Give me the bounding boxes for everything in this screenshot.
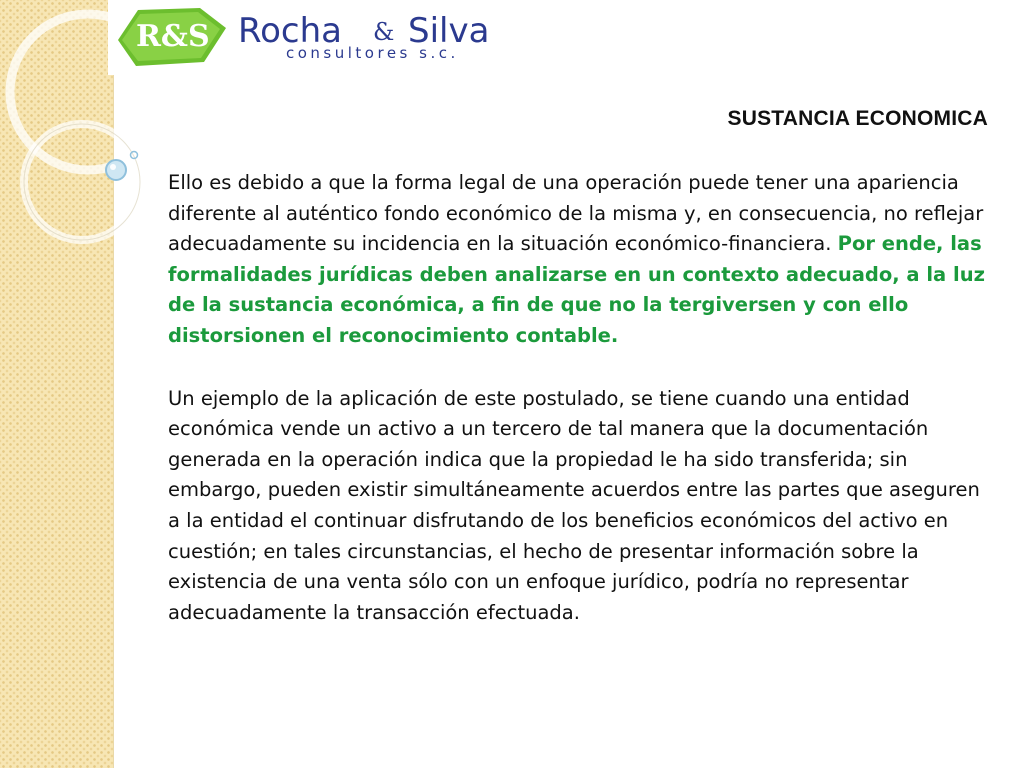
logo-company-name-2: Silva: [408, 11, 490, 51]
logo-badge-text: R&S: [136, 19, 210, 54]
slide-body: [168, 168, 993, 628]
paragraph-2: Un ejemplo de la aplicación de este postulado, se tiene cuando una entidad económica vende un activo a un tercero de tal manera que la documentación generada en la operación indica que la propiedad le ha sido transferida; sin embargo, pueden existir simultáneamente acuerdos entre las partes que aseguren a la entidad el continuar disfrutando de los beneficios económicos del activo en cuestión; en tales circunstancias, el hecho de presentar información sobre la existencia de una venta sólo con un enfoque jurídico, podría no representar adecuadamente la transacción efectuada.: [168, 386, 980, 624]
logo-company-subtitle: consultores s.c.: [286, 44, 459, 62]
paragraph-1: [168, 168, 993, 352]
logo-company-name-1: Rocha: [238, 11, 342, 51]
slide-title: SUSTANCIA ECONOMICA: [727, 107, 988, 130]
paragraph-1-highlight: Por ende, las formalidades jurídicas deben analizarse en un contexto adecuado, a la luz de la sustancia económica, a fin de que no la tergiversen y con ello distorsionen el reconocimiento contable.: [168, 232, 985, 347]
paragraph-1-text: Ello es debido a que la forma legal de una operación puede tener una apariencia diferente al auténtico fondo económico de la misma y, en consecuencia, no reflejar adecuadamente su incidencia en la situación económico-financiera.: [168, 171, 984, 256]
company-logo: [108, 0, 518, 75]
logo-ampersand: &: [373, 18, 395, 46]
